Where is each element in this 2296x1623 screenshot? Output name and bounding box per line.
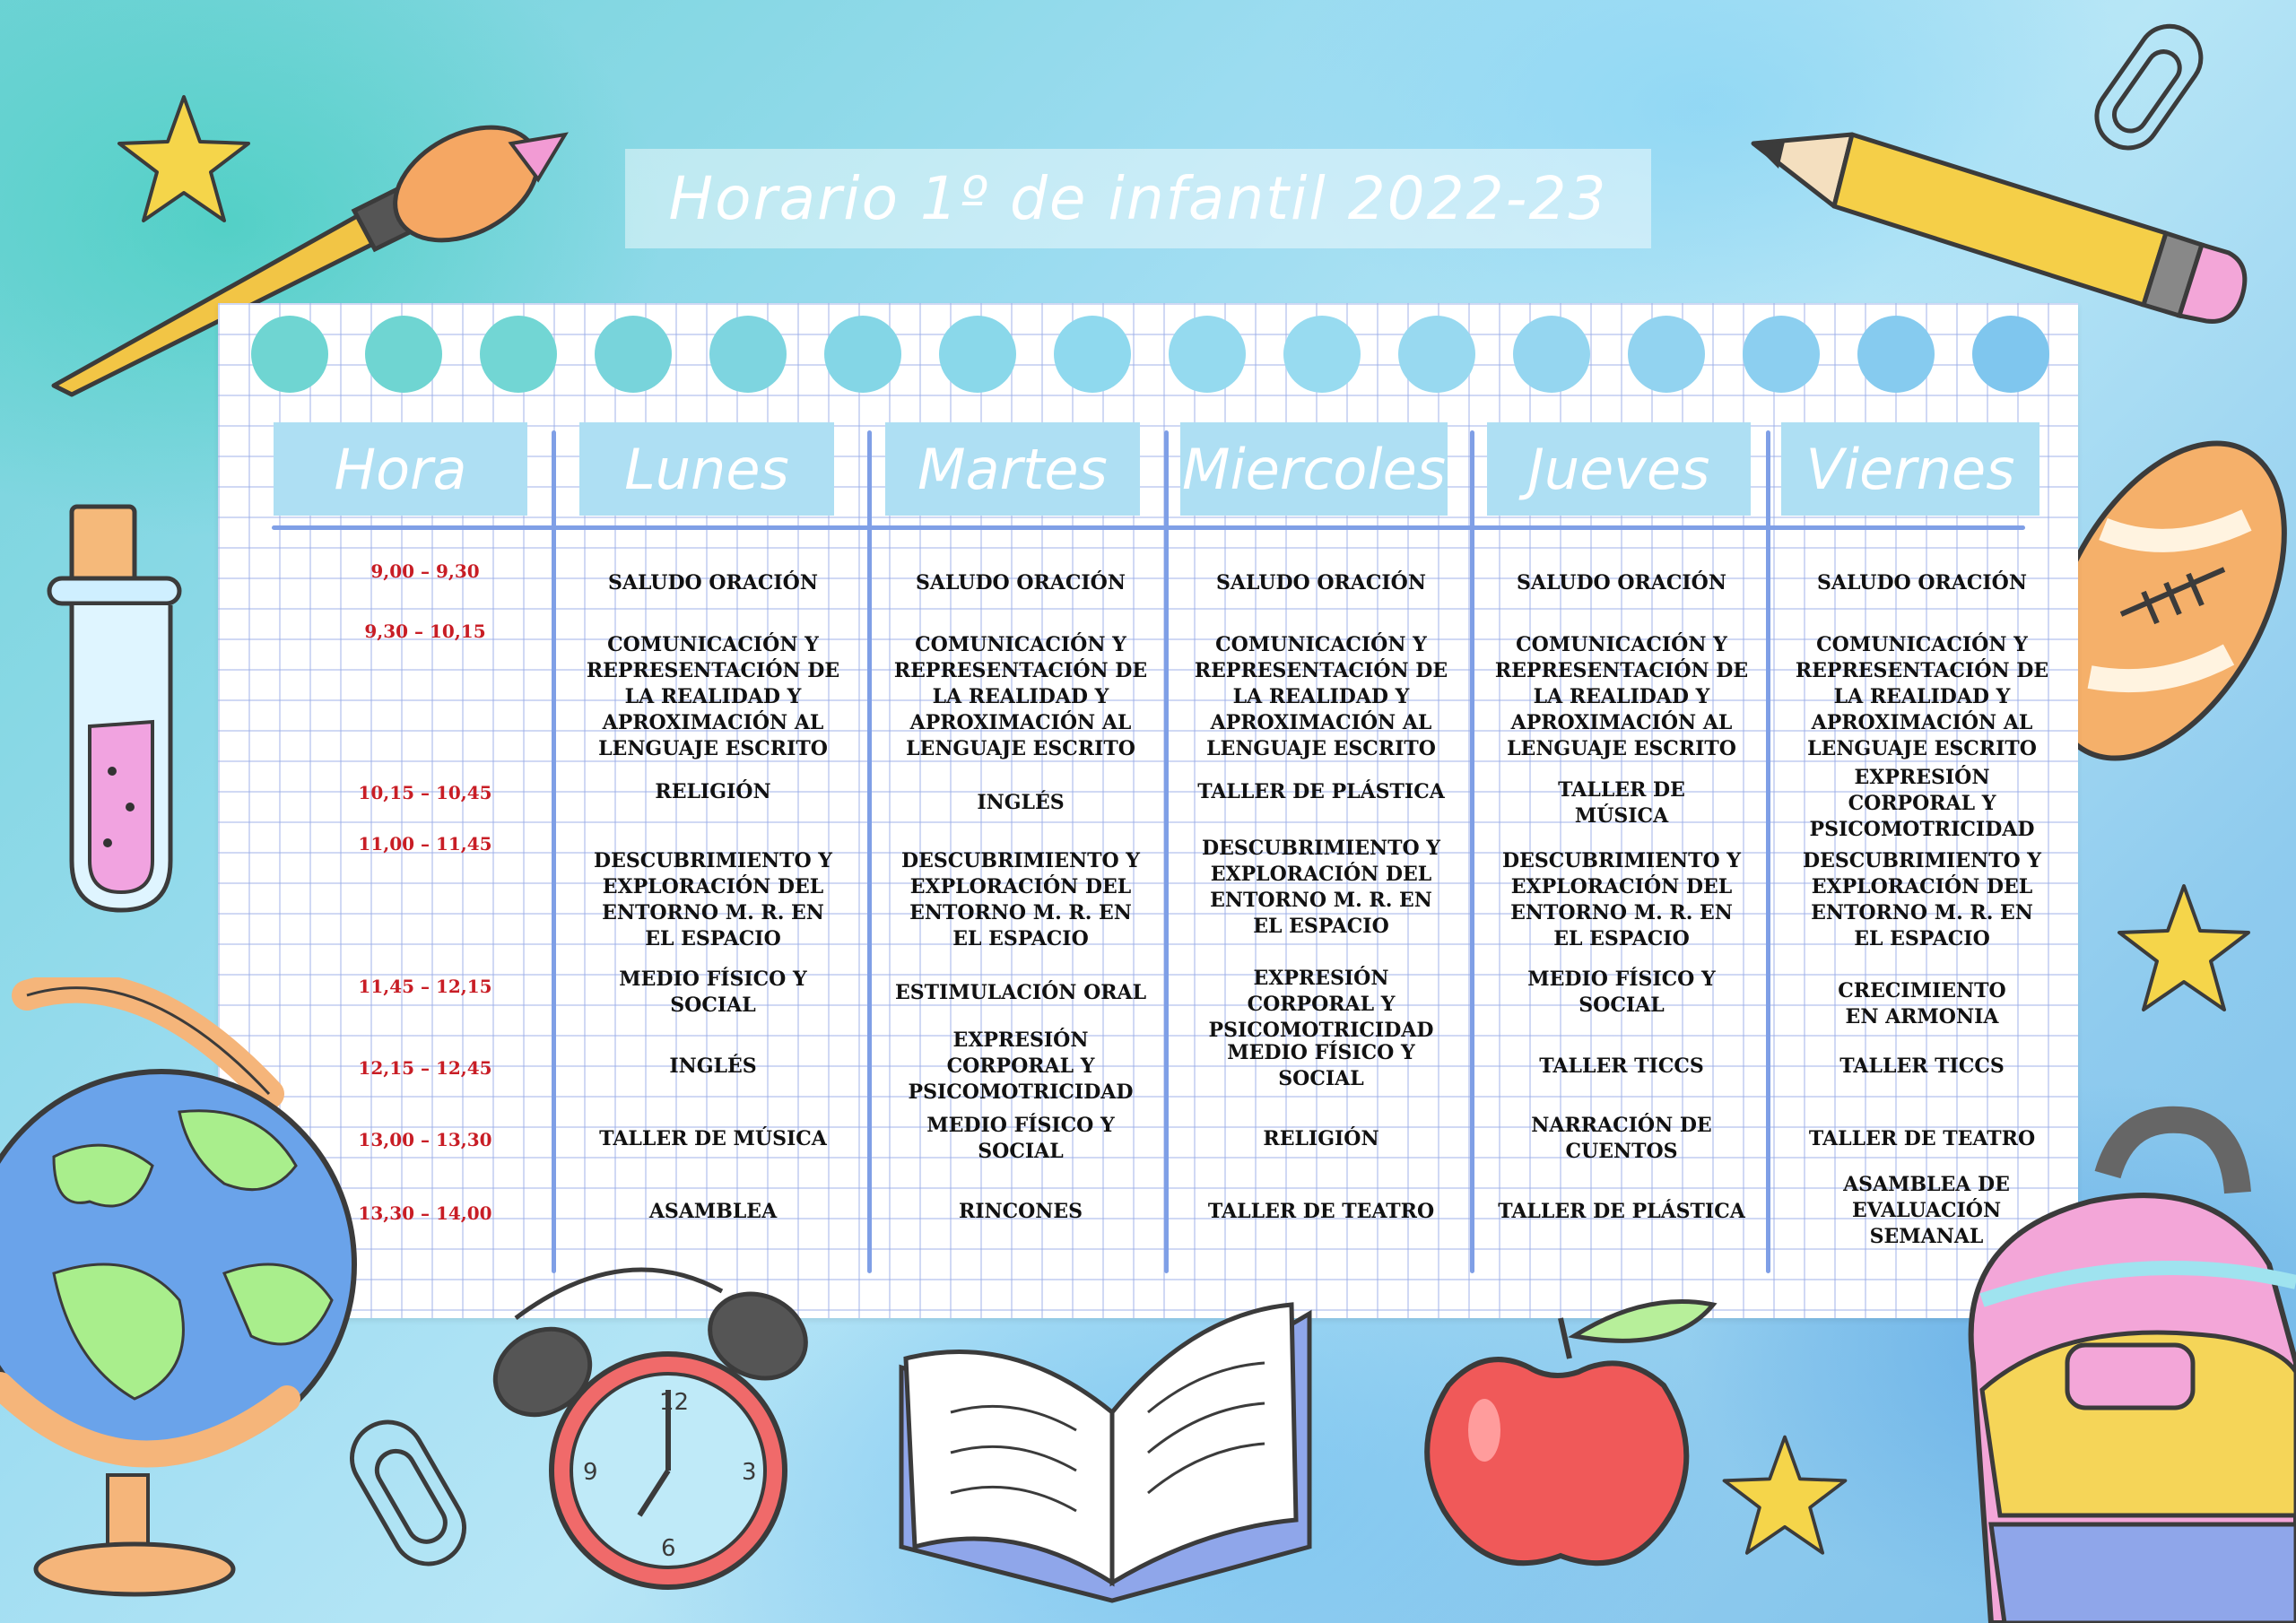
header-hora: Hora <box>274 422 527 516</box>
punch-hole <box>1398 316 1475 393</box>
clock-number: 6 <box>661 1535 676 1562</box>
test-tube-icon <box>36 502 206 924</box>
schedule-cell: COMUNICACIÓN Y REPRESENTACIÓN DE LA REALIDAD Y APROXIMACIÓN AL LENGUAJE ESCRITO <box>1494 632 1749 760</box>
schedule-cell: DESCUBRIMIENTO Y EXPLORACIÓN DEL ENTORNO M. R. EN EL ESPACIO <box>1802 849 2042 950</box>
punch-hole <box>1628 316 1705 393</box>
schedule-cell: RELIGIÓN <box>1263 1126 1379 1150</box>
schedule-cell: TALLER DE TEATRO <box>1207 1199 1435 1223</box>
schedule-cell: TALLER DE PLÁSTICA <box>1197 779 1445 803</box>
schedule-cell: SALUDO ORACIÓN <box>1517 570 1726 595</box>
header-viernes: Viernes <box>1781 422 2039 516</box>
schedule-cell: MEDIO FÍSICO Y SOCIAL <box>926 1114 1115 1163</box>
schedule-cell: TALLER TICCS <box>1839 1054 2005 1078</box>
time-slot: 13,30 – 14,00 <box>358 1202 492 1224</box>
time-slot: 9,00 – 9,30 <box>370 560 480 582</box>
paperclip-icon <box>345 1408 480 1587</box>
schedule-cell: INGLÉS <box>669 1054 757 1078</box>
punch-hole <box>1169 316 1246 393</box>
schedule-cell: SALUDO ORACIÓN <box>916 570 1126 595</box>
header-miercoles: Miercoles <box>1180 422 1448 516</box>
schedule-cell: RELIGIÓN <box>655 779 771 803</box>
punch-hole <box>480 316 557 393</box>
header-lunes: Lunes <box>579 422 834 516</box>
schedule-cell: COMUNICACIÓN Y REPRESENTACIÓN DE LA REALIDAD Y APROXIMACIÓN AL LENGUAJE ESCRITO <box>1795 632 2049 760</box>
schedule-cell: TALLER DE MÚSICA <box>599 1126 827 1150</box>
column-rule <box>867 430 872 1273</box>
clock-number: 9 <box>583 1459 598 1486</box>
punch-hole <box>939 316 1016 393</box>
time-slot: 9,30 – 10,15 <box>364 621 486 642</box>
punch-hole <box>1857 316 1935 393</box>
schedule-cell: MEDIO FÍSICO Y SOCIAL <box>1527 968 1716 1017</box>
punch-hole <box>1743 316 1820 393</box>
schedule-cell: TALLER DE MÚSICA <box>1558 778 1685 828</box>
schedule-cell: COMUNICACIÓN Y REPRESENTACIÓN DE LA REALIDAD Y APROXIMACIÓN AL LENGUAJE ESCRITO <box>893 632 1148 760</box>
time-slot: 13,00 – 13,30 <box>358 1129 492 1150</box>
open-book-icon <box>888 1278 1327 1619</box>
page-title: Horario 1º de infantil 2022-23 <box>668 164 1608 233</box>
schedule-cell: EXPRESIÓN CORPORAL Y PSICOMOTRICIDAD <box>908 1028 1134 1104</box>
punch-hole <box>251 316 328 393</box>
schedule-cell: RINCONES <box>958 1199 1083 1223</box>
star-icon <box>1718 1430 1852 1565</box>
schedule-cell: TALLER DE TEATRO <box>1808 1126 2036 1150</box>
schedule-cell: DESCUBRIMIENTO Y EXPLORACIÓN DEL ENTORNO M. R. EN EL ESPACIO <box>900 849 1141 950</box>
punch-hole <box>365 316 442 393</box>
header-jueves: Jueves <box>1487 422 1751 516</box>
time-slot: 11,45 – 12,15 <box>358 976 492 997</box>
schedule-cell: DESCUBRIMIENTO Y EXPLORACIÓN DEL ENTORNO M. R. EN EL ESPACIO <box>593 849 833 950</box>
schedule-cell: EXPRESIÓN CORPORAL Y PSICOMOTRICIDAD <box>1809 765 2035 841</box>
time-slot: 12,15 – 12,45 <box>358 1057 492 1079</box>
schedule-cell: ASAMBLEA DE EVALUACIÓN SEMANAL <box>1843 1172 2010 1248</box>
schedule-cell: TALLER DE PLÁSTICA <box>1498 1199 1745 1223</box>
punch-hole <box>595 316 672 393</box>
punch-hole <box>1513 316 1590 393</box>
schedule-cell: COMUNICACIÓN Y REPRESENTACIÓN DE LA REALIDAD Y APROXIMACIÓN AL LENGUAJE ESCRITO <box>586 632 840 760</box>
globe-icon <box>0 977 377 1614</box>
schedule-cell: DESCUBRIMIENTO Y EXPLORACIÓN DEL ENTORNO M. R. EN EL ESPACIO <box>1201 837 1441 938</box>
clock-number: 12 <box>659 1389 690 1416</box>
schedule-cell: SALUDO ORACIÓN <box>1817 570 2027 595</box>
schedule-cell: MEDIO FÍSICO Y SOCIAL <box>619 968 807 1017</box>
column-rule <box>1766 430 1770 1273</box>
schedule-cell: SALUDO ORACIÓN <box>1216 570 1426 595</box>
title-banner <box>625 149 1651 248</box>
header-rule <box>272 525 2025 530</box>
alarm-clock-icon <box>489 1255 830 1596</box>
schedule-cell: CRECIMIENTO EN ARMONIA <box>1838 979 2006 1028</box>
star-icon <box>2112 879 2256 1022</box>
schedule-cell: NARRACIÓN DE CUENTOS <box>1531 1114 1712 1163</box>
schedule-cell: MEDIO FÍSICO Y SOCIAL <box>1227 1041 1415 1090</box>
column-rule <box>552 430 556 1273</box>
header-martes: Martes <box>885 422 1140 516</box>
schedule-cell: SALUDO ORACIÓN <box>608 570 818 595</box>
punch-hole <box>1972 316 2049 393</box>
schedule-cell: ESTIMULACIÓN ORAL <box>894 980 1147 1004</box>
schedule-cell: TALLER TICCS <box>1539 1054 1704 1078</box>
punch-hole <box>1283 316 1361 393</box>
schedule-cell: DESCUBRIMIENTO Y EXPLORACIÓN DEL ENTORNO M. R. EN EL ESPACIO <box>1501 849 1742 950</box>
punch-hole <box>1054 316 1131 393</box>
schedule-cell: ASAMBLEA <box>648 1199 778 1223</box>
apple-icon <box>1404 1296 1726 1583</box>
paperclip-icon <box>2081 13 2224 166</box>
column-rule <box>1164 430 1169 1273</box>
time-slot: 10,15 – 10,45 <box>358 782 492 803</box>
clock-number: 3 <box>742 1459 757 1486</box>
time-slot: 11,00 – 11,45 <box>358 833 492 855</box>
schedule-cell: COMUNICACIÓN Y REPRESENTACIÓN DE LA REALIDAD Y APROXIMACIÓN AL LENGUAJE ESCRITO <box>1194 632 1448 760</box>
schedule-cell: INGLÉS <box>977 790 1065 814</box>
punch-hole <box>709 316 787 393</box>
column-rule <box>1470 430 1474 1273</box>
schedule-cell: EXPRESIÓN CORPORAL Y PSICOMOTRICIDAD <box>1208 966 1434 1042</box>
punch-hole <box>824 316 901 393</box>
backpack-icon <box>1919 1103 2296 1623</box>
